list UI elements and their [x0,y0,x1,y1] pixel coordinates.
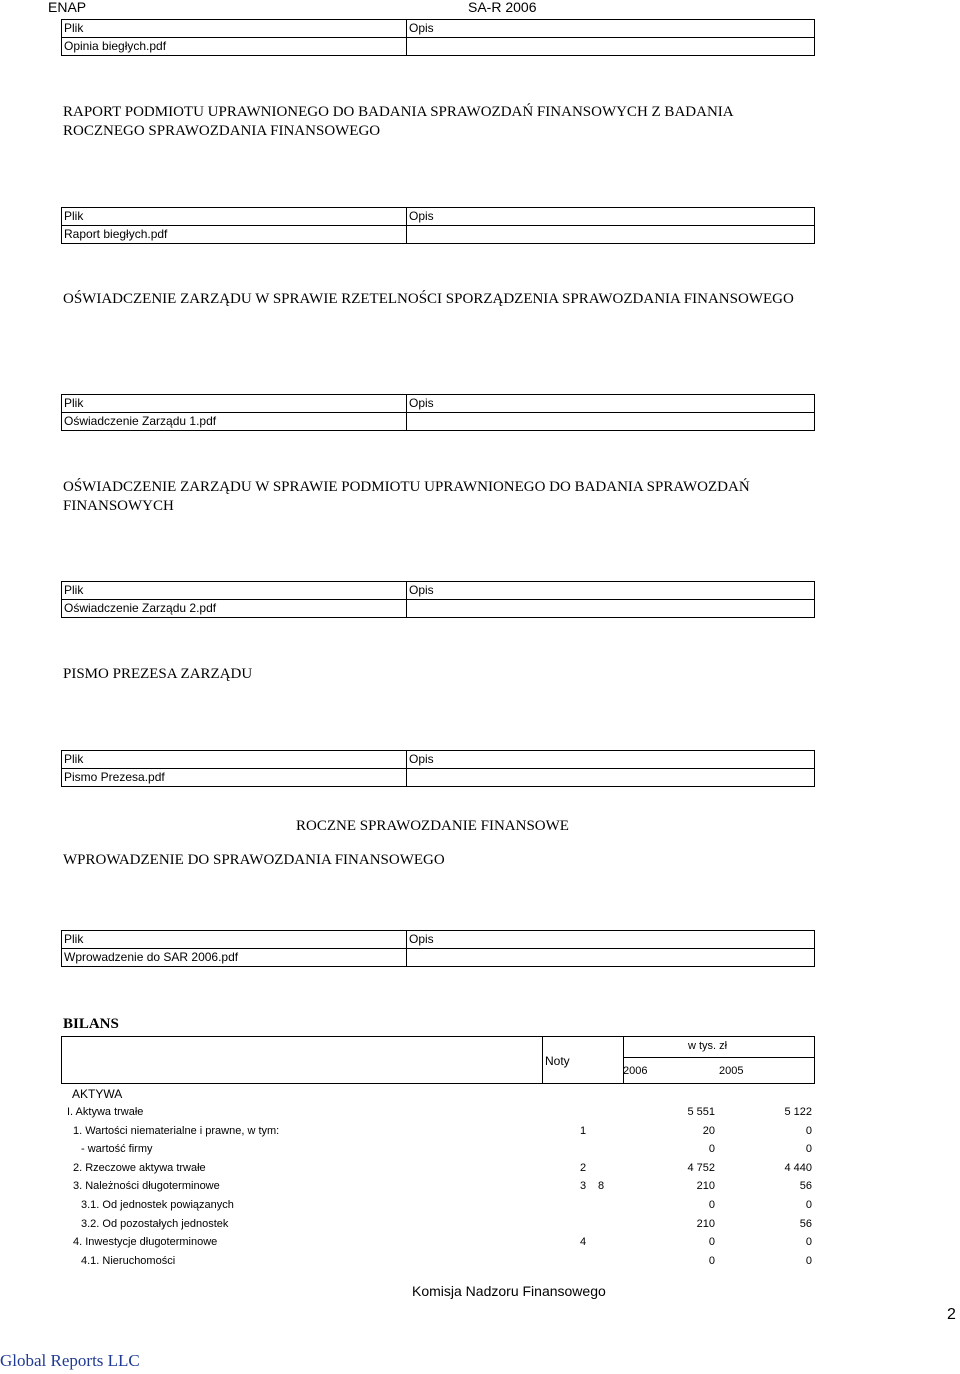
file-link[interactable]: Pismo Prezesa.pdf [62,769,407,787]
balance-row-2005: 56 [799,1218,812,1230]
section-title-statement-auditor: OŚWIADCZENIE ZARZĄDU W SPRAWIE PODMIOTU UPRAWNIONEGO DO BADANIA SPRAWOZDAŃ FINANSOWYCH [63,479,750,514]
balance-row-2006: 0 [708,1199,715,1211]
file-desc [407,769,815,787]
balance-row-label: 3. Należności długoterminowe [73,1180,220,1192]
file-table-auditor-report [61,207,815,244]
balance-row-note: 4 [580,1236,587,1248]
section-title-auditor-report: RAPORT PODMIOTU UPRAWNIONEGO DO BADANIA SPRAWOZDAŃ FINANSOWYCH Z BADANIA ROCZNEGO SPRAWOZDANIA FINANSOWEGO [63,104,733,139]
header-company: ENAP [48,0,87,15]
file-link[interactable]: Oświadczenie Zarządu 2.pdf [62,600,407,618]
balance-row-2005: 4 440 [784,1162,812,1174]
balance-row-label: 3.1. Od jednostek powiązanych [81,1199,234,1211]
balance-row-label: I. Aktywa trwałe [67,1106,144,1118]
balance-row-2005: 5 122 [784,1106,812,1118]
file-desc [407,600,815,618]
col-file: Plik [62,931,407,949]
file-desc [407,226,815,244]
section-title-statement-reliability: OŚWIADCZENIE ZARZĄDU W SPRAWIE RZETELNOŚCI SPORZĄDZENIA SPRAWOZDANIA FINANSOWEGO [63,291,794,307]
balance-row-note: 2 [580,1162,587,1174]
file-table-statement-2 [61,581,815,618]
balance-row-2005: 0 [805,1143,812,1155]
col-desc: Opis [407,395,815,413]
balance-row-2005: 0 [805,1125,812,1137]
balance-row-2005: 0 [805,1199,812,1211]
file-desc [407,949,815,967]
col-file: Plik [62,395,407,413]
balance-row-label: - wartość firmy [81,1143,153,1155]
balance-row-label: 4. Inwestycje długoterminowe [73,1236,218,1248]
year-2005-header: 2005 [719,1065,744,1077]
divider [623,1057,815,1058]
notes-header: Noty [545,1054,570,1068]
balance-row-2006: 5 551 [687,1106,715,1118]
file-table-opinion [61,19,815,56]
page-number: 2 [947,1306,956,1323]
col-file: Plik [62,20,407,38]
balance-row-2006: 210 [696,1180,715,1192]
balance-row-2006: 0 [708,1143,715,1155]
balance-row-2005: 0 [805,1255,812,1267]
col-file: Plik [62,582,407,600]
balance-row-note: 1 [580,1125,587,1137]
balance-row-2005: 56 [799,1180,812,1192]
file-table-statement-1 [61,394,815,431]
footer-brand: Global Reports LLC [0,1351,140,1370]
file-link[interactable]: Wprowadzenie do SAR 2006.pdf [62,949,407,967]
col-desc: Opis [407,931,815,949]
annual-report-title: ROCZNE SPRAWOZDANIE FINANSOWE [296,818,569,834]
balance-row-label: 4.1. Nieruchomości [81,1255,176,1267]
section-title-intro: WPROWADZENIE DO SPRAWOZDANIA FINANSOWEGO [63,852,445,868]
file-link[interactable]: Raport biegłych.pdf [62,226,407,244]
footer-commission: Komisja Nadzoru Finansowego [412,1283,606,1299]
section-title-president-letter: PISMO PREZESA ZARZĄDU [63,666,253,682]
balance-row-label: 3.2. Od pozostałych jednostek [81,1218,229,1230]
year-2006-header: 2006 [623,1065,648,1077]
balance-row-2006: 0 [708,1236,715,1248]
divider [542,1036,543,1084]
unit-label: w tys. zł [688,1040,728,1052]
file-table-president-letter [61,750,815,787]
balance-row-2006: 20 [702,1125,715,1137]
col-desc: Opis [407,20,815,38]
file-link[interactable]: Oświadczenie Zarządu 1.pdf [62,413,407,431]
file-desc [407,413,815,431]
balance-row-note2: 8 [598,1180,605,1192]
balance-row-2006: 4 752 [687,1162,715,1174]
header-report-type: SA-R 2006 [468,0,537,15]
aktywa-label: AKTYWA [72,1087,123,1101]
col-desc: Opis [407,751,815,769]
col-desc: Opis [407,208,815,226]
balance-row-label: 1. Wartości niematerialne i prawne, w tym: [73,1125,280,1137]
file-desc [407,38,815,56]
balance-row-label: 2. Rzeczowe aktywa trwałe [73,1162,206,1174]
balance-row-2005: 0 [805,1236,812,1248]
file-link[interactable]: Opinia biegłych.pdf [62,38,407,56]
balance-row-2006: 210 [696,1218,715,1230]
section-title-balance: BILANS [63,1016,119,1032]
col-file: Plik [62,208,407,226]
col-desc: Opis [407,582,815,600]
file-table-intro [61,930,815,967]
balance-row-note: 3 [580,1180,587,1192]
col-file: Plik [62,751,407,769]
balance-row-2006: 0 [708,1255,715,1267]
